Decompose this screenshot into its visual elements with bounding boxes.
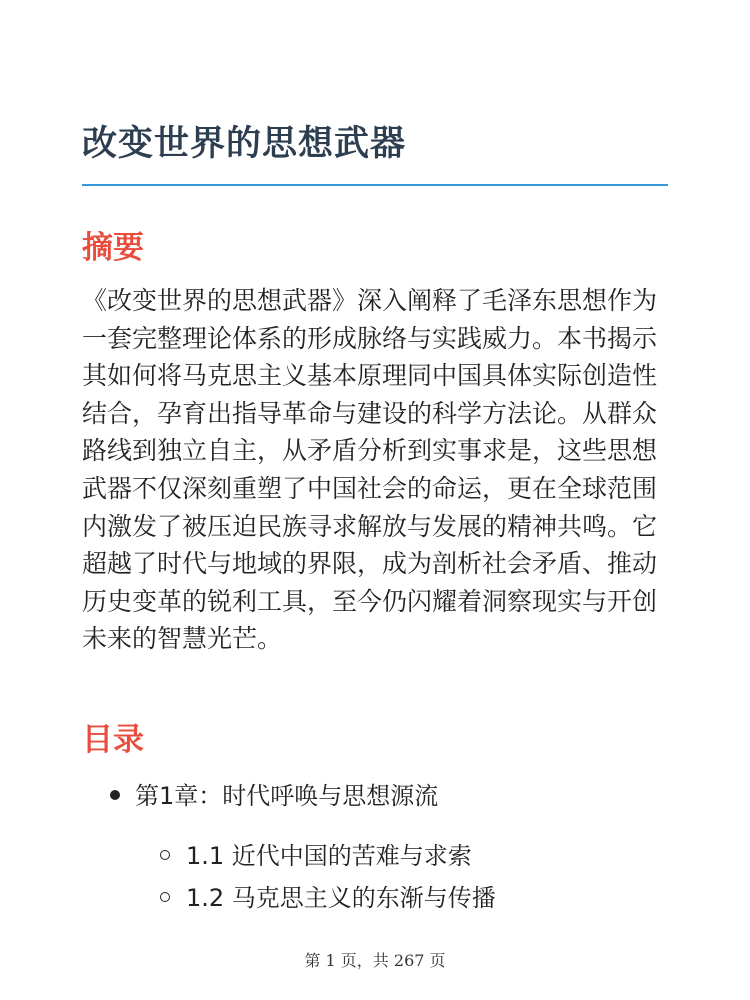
toc-section-1-1[interactable] [160, 836, 472, 876]
summary-paragraph: 《改变世界的思想武器》深入阐释了毛泽东思想作为一套完整理论体系的形成脉络与实践威力。本书揭示其如何将马克思主义基本原理同中国具体实际创造性结合，孕育出指导革命与建设的科学方法论。从群众路线到独立自主，从矛盾分析到实事求是，这些思想武器不仅深刻重塑了中国社会的命运，更在全球范围内激发了被压迫民族寻求解放与发展的精神共鸣。它超越了时代与地域的界限，成为剖析社会矛盾、推动历史变革的锐利工具，至今仍闪耀着洞察现实与开创未来的智慧光芒。 [82, 286, 658, 654]
toc-section-label: 1.1 近代中国的苦难与求索 [186, 842, 472, 870]
document-title: 改变世界的思想武器 [82, 124, 407, 164]
bullet-disc-icon [110, 790, 120, 800]
toc-heading: 目录 [82, 722, 144, 758]
toc-section-label: 1.2 马克思主义的东渐与传播 [186, 884, 496, 912]
bullet-circle-icon [160, 892, 170, 902]
toc-section-1-2[interactable] [160, 878, 496, 918]
toc-chapter-label: 第1章：时代呼唤与思想源流 [135, 782, 439, 810]
page-number-footer: 第 1 页，共 267 页 [304, 951, 446, 970]
summary-heading: 摘要 [82, 230, 144, 266]
toc-chapter-1[interactable] [110, 776, 438, 816]
bullet-circle-icon [160, 850, 170, 860]
title-divider [82, 184, 668, 186]
